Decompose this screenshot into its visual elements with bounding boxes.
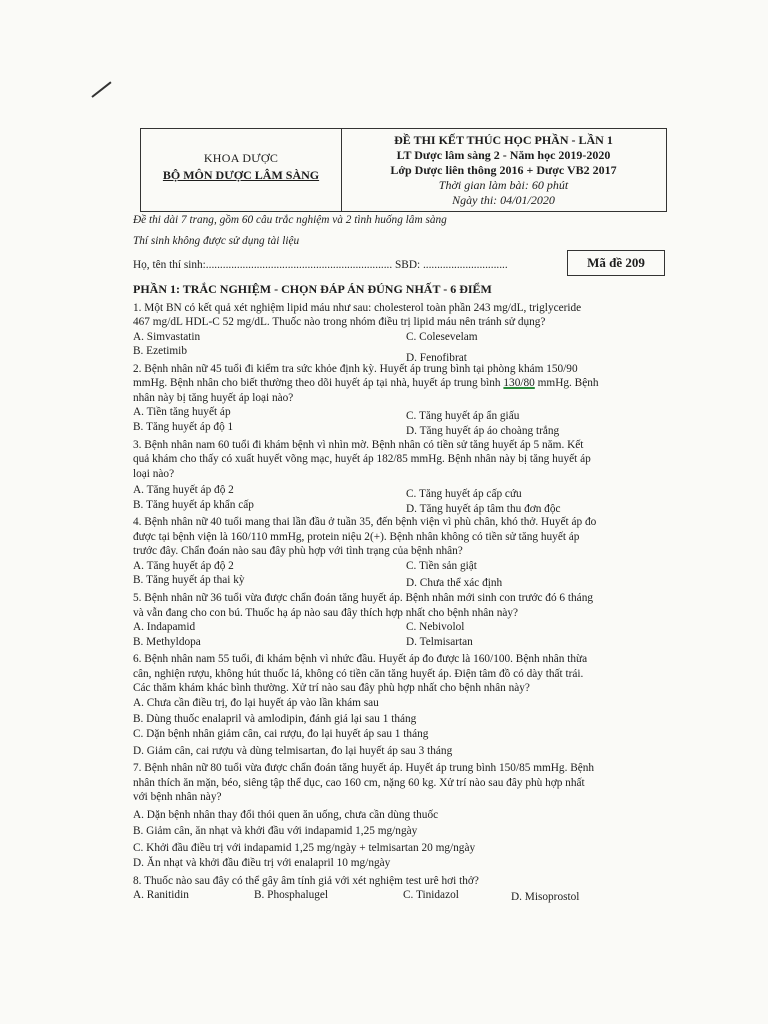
option-b[interactable]: B. Phosphalugel (254, 889, 329, 902)
option-a[interactable]: A. Tăng huyết áp độ 2 (133, 484, 234, 497)
option-a[interactable]: A. Chưa cần điều trị, đo lại huyết áp vào lần khám sau (133, 696, 379, 709)
option-b[interactable]: B. Giảm cân, ăn nhạt và khởi đầu với indapamid 1,25 mg/ngày (133, 825, 418, 838)
department-name: BỘ MÔN DƯỢC LÂM SÀNG (162, 168, 320, 182)
option-d[interactable]: D. Misoprostol (511, 891, 580, 904)
question-text: 8. Thuốc nào sau đây có thể gây âm tính giả với xét nghiệm test urê hơi thở? (133, 874, 479, 887)
highlighted-value: 130/80 (503, 377, 535, 390)
option-d[interactable]: D. Ăn nhạt và khởi đầu điều trị với enalapril 10 mg/ngày (133, 857, 391, 870)
section-title: PHẦN 1: TRẮC NGHIỆM - CHỌN ĐÁP ÁN ĐÚNG NHẤT - 6 ĐIỂM (133, 282, 492, 297)
question-4 (133, 515, 653, 588)
option-d[interactable]: D. Giảm cân, cai rượu và dùng telmisartan, đo lại huyết áp sau 3 tháng (133, 744, 453, 757)
option-a[interactable]: A. Tăng huyết áp độ 2 (133, 559, 234, 572)
exam-info-block (341, 129, 666, 211)
question-5 (133, 591, 653, 649)
option-c[interactable]: C. Tăng huyết áp cấp cứu (406, 488, 522, 501)
question-7 (133, 761, 653, 871)
question-text: 3. Bệnh nhân nam 60 tuổi đi khám bệnh vì nhìn mờ. Bệnh nhân có tiền sử tăng huyết áp 5 năm. Kết (133, 438, 584, 451)
course-name: LT Dược lâm sàng 2 - Năm học 2019-2020 (396, 148, 611, 162)
exam-code: Mã đề 209 (567, 250, 665, 276)
option-c[interactable]: C. Tăng huyết áp ẩn giấu (406, 410, 520, 423)
question-1 (133, 301, 653, 365)
question-text: với bệnh nhân này? (133, 791, 222, 804)
exam-body (133, 213, 653, 903)
option-b[interactable]: B. Tăng huyết áp khẩn cấp (133, 498, 254, 511)
candidate-name-field[interactable]: Họ, tên thí sinh:.................................................................. SBD: .............................. (133, 259, 508, 272)
exam-date: Ngày thi: 04/01/2020 (452, 193, 555, 207)
exam-header (140, 128, 667, 212)
institution-block (141, 129, 342, 211)
option-c[interactable]: C. Tinidazol (403, 889, 459, 902)
option-b[interactable]: B. Tăng huyết áp thai kỳ (133, 574, 245, 587)
question-text: cân, nghiện rượu, không hút thuốc lá, không có tiền căn tăng huyết áp. Điện tâm đồ có dày thất trái. (133, 667, 584, 680)
page-count-note: Đề thi dài 7 trang, gồm 60 câu trắc nghiệm và 2 tình huống lâm sàng (133, 214, 447, 226)
option-d[interactable]: D. Tăng huyết áp áo choàng trắng (406, 425, 560, 438)
question-text: 7. Bệnh nhân nữ 80 tuổi vừa được chẩn đoán tăng huyết áp. Huyết áp trung bình 150/85 mmHg. Bệnh (133, 762, 595, 775)
question-text: 5. Bệnh nhân nữ 36 tuổi vừa được chẩn đoán tăng huyết áp. Bệnh nhân mới sinh con trước đó 6 tháng (133, 592, 593, 605)
question-text: 1. Một BN có kết quả xét nghiệm lipid máu như sau: cholesterol toàn phần 243 mg/dL, triglyceride (133, 301, 582, 314)
option-a[interactable]: A. Simvastatin (133, 330, 201, 343)
question-text-part: mmHg. Bệnh nhân cho biết thường theo dõi huyết áp tại nhà, huyết áp trung bình (133, 377, 501, 390)
option-b[interactable]: B. Tăng huyết áp độ 1 (133, 421, 234, 434)
option-a[interactable]: A. Ranitidin (133, 889, 189, 902)
pen-mark (91, 81, 111, 97)
question-text: và vẫn đang cho con bú. Thuốc hạ áp nào sau đây thích hợp nhất cho bệnh nhân này? (133, 606, 519, 619)
no-documents-note: Thí sinh không được sử dụng tài liệu (133, 234, 300, 247)
question-text: 6. Bệnh nhân nam 55 tuổi, đi khám bệnh vì nhức đầu. Huyết áp đo được là 160/100. Bệnh nhân thừa (133, 653, 588, 666)
question-text: loại nào? (133, 467, 175, 480)
option-d[interactable]: D. Fenofibrat (406, 352, 467, 365)
question-text: nhân thích ăn mặn, béo, siêng tập thể dục, cao 160 cm, nặng 60 kg. Xử trí nào sau đây phù hợp nhất (133, 776, 585, 789)
question-2 (133, 362, 653, 438)
question-text: trước đây. Chẩn đoán nào sau đây phù hợp với tình trạng của bệnh nhân? (133, 545, 463, 558)
exam-duration: Thời gian làm bài: 60 phút (438, 178, 569, 192)
question-8 (133, 874, 653, 903)
question-text (133, 376, 653, 391)
option-b[interactable]: B. Methyldopa (133, 635, 201, 648)
exam-title: ĐỀ THI KẾT THÚC HỌC PHẦN - LẦN 1 (394, 133, 613, 147)
option-c[interactable]: C. Nebivolol (406, 621, 465, 634)
option-a[interactable]: A. Tiền tăng huyết áp (133, 406, 231, 419)
option-d[interactable]: D. Chưa thể xác định (406, 577, 503, 590)
option-a[interactable]: A. Indapamid (133, 621, 196, 634)
option-c[interactable]: C. Dặn bệnh nhân giảm cân, cai rượu, đo lại huyết áp sau 1 tháng (133, 727, 429, 740)
question-3 (133, 438, 653, 513)
option-d[interactable]: D. Tăng huyết áp tâm thu đơn độc (406, 502, 561, 515)
class-names: Lớp Dược liên thông 2016 + Dược VB2 2017 (390, 163, 617, 177)
question-text: 467 mg/dL HDL-C 52 mg/dL. Thuốc nào trong nhóm điều trị lipid máu nên tránh sử dụng? (133, 316, 546, 329)
question-text: được tại bệnh viện là 160/110 mmHg, protein niệu 2(+). Bệnh nhân không có tiền sử tăng huyết áp (133, 530, 580, 543)
option-c[interactable]: C. Khởi đầu điều trị với indapamid 1,25 mg/ngày + telmisartan 20 mg/ngày (133, 841, 476, 854)
option-b[interactable]: B. Ezetimib (133, 345, 187, 358)
question-text: nhân này bị tăng huyết áp loại nào? (133, 391, 294, 404)
candidate-line (133, 250, 653, 276)
faculty-name: KHOA DƯỢC (203, 151, 279, 165)
question-text: 2. Bệnh nhân nữ 45 tuổi đi kiểm tra sức khỏe định kỳ. Huyết áp trung bình tại phòng khám 150/90 (133, 362, 578, 375)
question-text: Các thăm khám khác bình thường. Xử trí nào sau đây phù hợp nhất cho bệnh nhân này? (133, 682, 530, 695)
question-text-part: mmHg. Bệnh (537, 377, 599, 390)
option-d[interactable]: D. Telmisartan (406, 635, 473, 648)
question-text: quả khám cho thấy có xuất huyết võng mạc, huyết áp 182/85 mmHg. Bệnh nhân này bị tăng huyết áp (133, 453, 591, 466)
option-b[interactable]: B. Dùng thuốc enalapril và amlodipin, đánh giá lại sau 1 tháng (133, 713, 417, 726)
option-a[interactable]: A. Dặn bệnh nhân thay đổi thói quen ăn uống, chưa cần dùng thuốc (133, 808, 439, 821)
question-6 (133, 652, 653, 758)
option-c[interactable]: C. Colesevelam (406, 330, 478, 343)
question-text: 4. Bệnh nhân nữ 40 tuổi mang thai lần đầu ở tuần 35, đến bệnh viện vì phù chân, khó thở. Huyết áp đo (133, 516, 597, 529)
option-c[interactable]: C. Tiền sản giật (406, 559, 477, 572)
